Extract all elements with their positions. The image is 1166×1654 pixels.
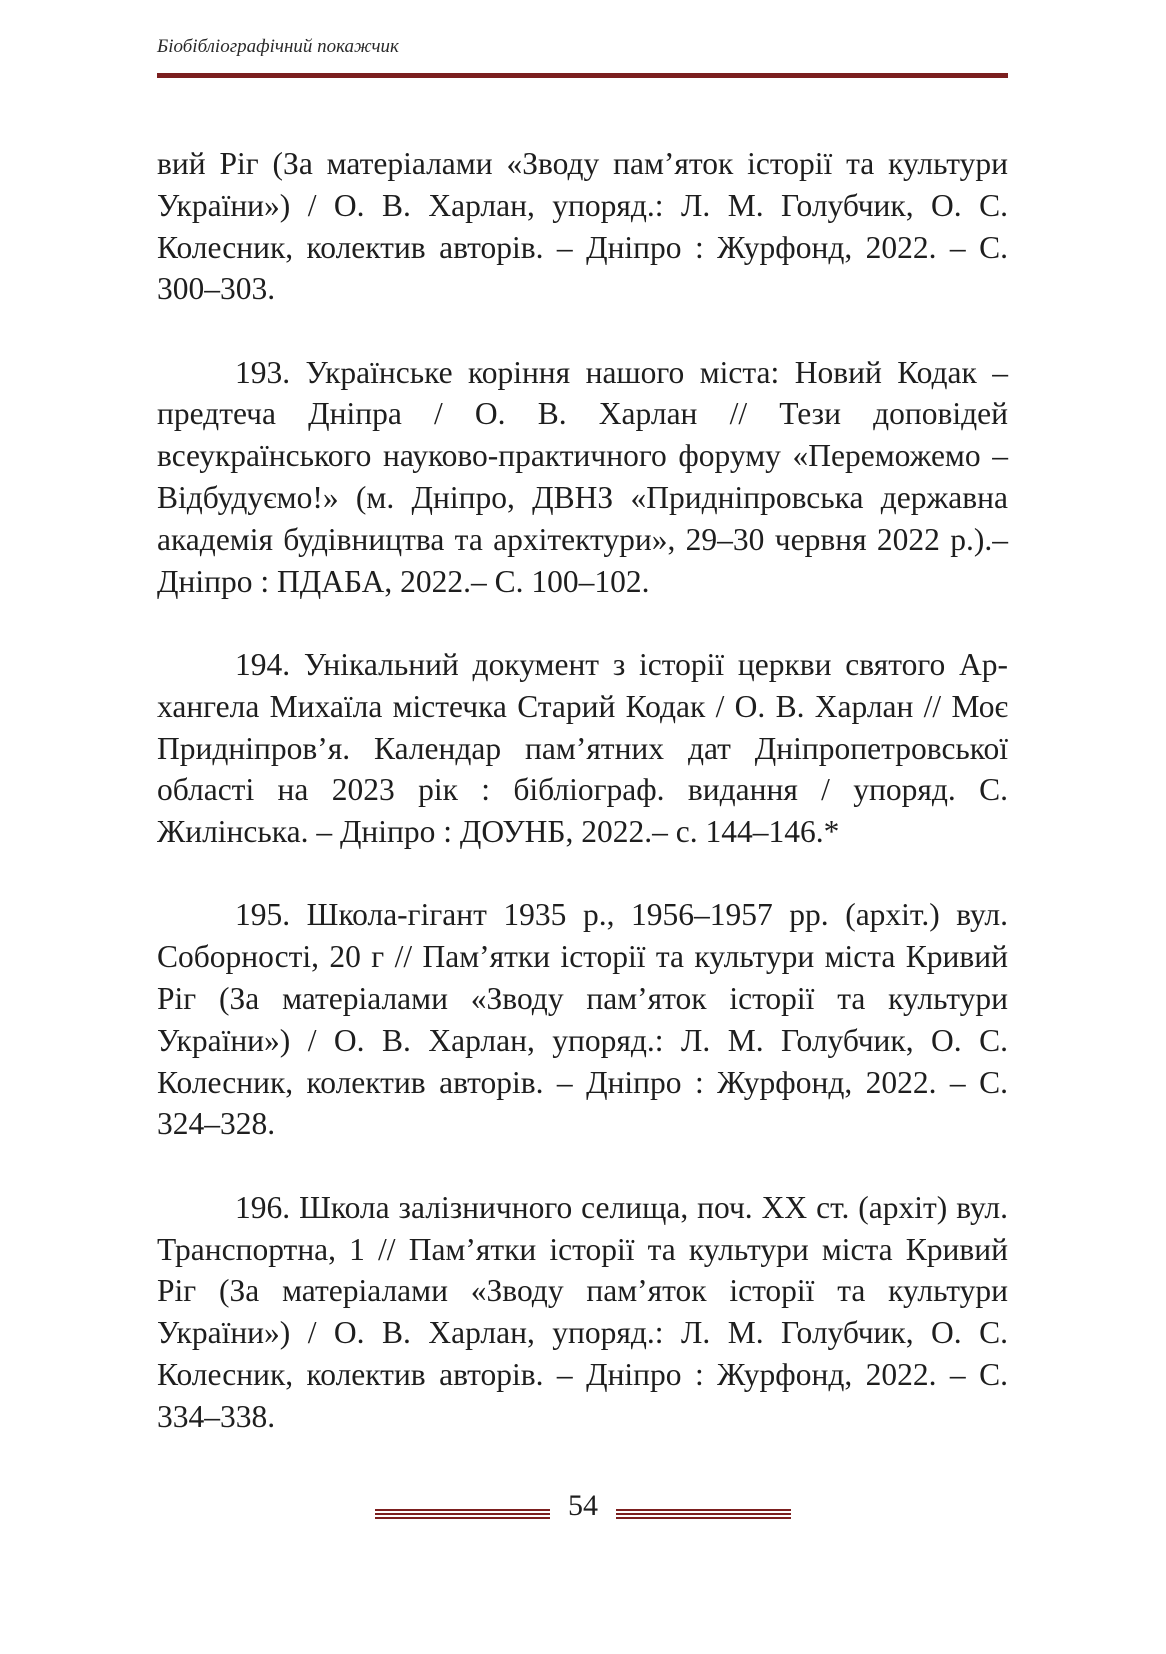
running-title: Біобібліографічний покажчик [157,36,399,57]
header-rule [157,73,1008,78]
page-footer [0,1489,1166,1529]
bibliography-list [157,143,1008,1479]
entry-195: 195. Школа-гігант 1935 р., 1956–1957 рр. (архіт.) вул. Соборності, 20 г // Пам’ятки історії та культури міста Кривий Ріг (За матеріалами «Зводу пам’яток історії та культури України») / О. В. Харлан, упоряд.: Л. М. Голубчик, О. С. Колесник, колектив авторів. – Дніпро : Журфонд, 2022. – С. 324–328. [157,897,1008,1142]
entry-194: 194. Унікальний документ з історії церкви святого Архангела Михаїла містечка Старий Кодак / О. В. Харлан // Моє Придніпров’я. Календар пам’ятних дат Дніпропетровської області на 2023 рік : бібліограф. видання / упоряд. С. Жилінська. – Дніпро : ДОУНБ, 2022.– с. 144–146.* [157,646,1008,850]
footer-rule-left [375,1509,550,1519]
entry-196: 196. Школа залізничного селища, поч. ХХ ст. (архіт) вул. Транспортна, 1 // Пам’ятки історії та культури міста Кривий Ріг (За матеріалами «Зводу пам’яток історії та культури України») / О. В. Харлан, упоряд.: Л. М. Голубчик, О. С. Колесник, колектив авторів. – Дніпро : Журфонд, 2022. – С. 334–338. [157,1189,1008,1434]
page-number: 54 [568,1489,598,1522]
footer-rule-right [616,1509,791,1519]
entry-193: 193. Українське коріння нашого міста: Новий Кодак – предтеча Дніпра / О. В. Харлан // Тези доповідей всеукраїнського науково-практичного форуму «Переможемо – Відбудуємо!» (м. Дніпро, ДВНЗ «Придніпровська державна академія будівництва та архітектури», 29–30 червня 2022 р.).– Дніпро : ПДАБА, 2022.– С. 100–102. [157,354,1008,599]
entry-continuation: вий Ріг (За матеріалами «Зводу пам’яток історії та культури України») / О. В. Харлан, упоряд.: Л. М. Голубчик, О. С. Колесник, колектив авторів. – Дніпро : Журфонд, 2022. – С. 300–303. [157,146,1008,307]
